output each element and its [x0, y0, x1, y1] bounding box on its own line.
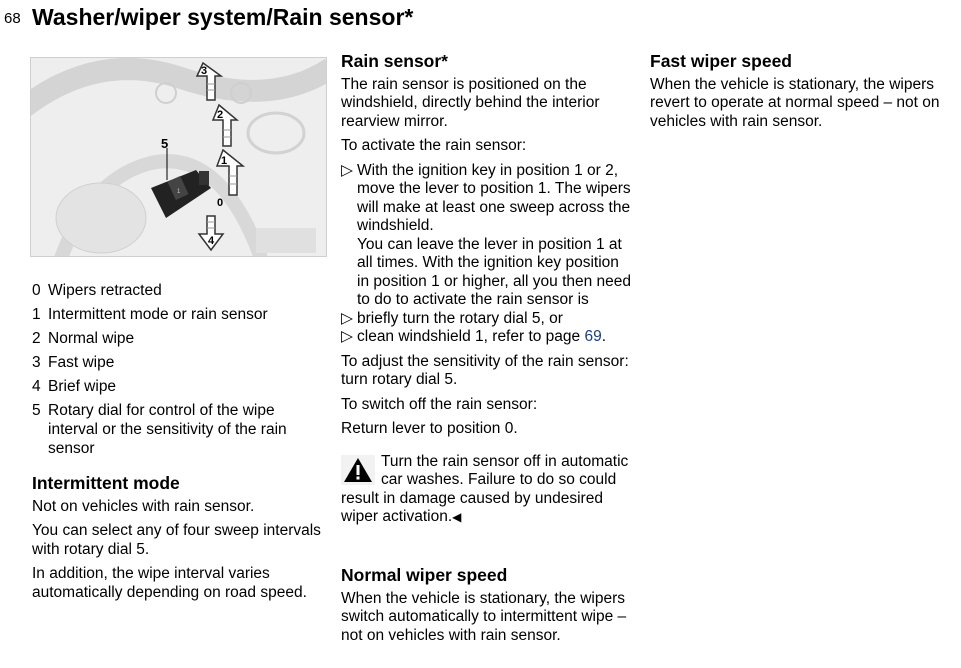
figure-legend: [32, 281, 322, 463]
page-number: 68: [4, 10, 21, 27]
callout-5: 5: [161, 136, 169, 151]
legend-item: 2 Normal wipe: [32, 330, 135, 347]
paragraph: When the vehicle is stationary, the wipers revert to operate at normal speed – not on vehicles with rain sensor.: [650, 75, 940, 130]
legend-item: 5 Rotary dial for control of the wipe interval or the sensitivity of the rain sensor: [32, 402, 287, 457]
page-link[interactable]: 69: [584, 328, 602, 345]
paragraph: You can select any of four sweep intervals with rotary dial 5.: [32, 522, 321, 558]
bullet-item: ▷ clean windshield 1, refer to page 69.: [341, 328, 607, 345]
callout-3: 3: [201, 65, 208, 77]
section-heading: Rain sensor*: [341, 51, 448, 71]
section-rain-sensor: [341, 52, 635, 527]
paragraph: Return lever to position 0.: [341, 420, 518, 437]
callout-4: 4: [208, 235, 215, 247]
end-mark-icon: ◀: [452, 510, 462, 524]
bullet-item: ▷ briefly turn the rotary dial 5, or: [341, 309, 563, 327]
callout-0: 0: [217, 197, 224, 209]
section-heading: Normal wiper speed: [341, 565, 508, 585]
paragraph: To switch off the rain sensor:: [341, 395, 538, 413]
warning-note: Turn the rain sensor off in automatic car washes. Failure to do so could result in damage caused by undesired wiper activation.◀: [341, 452, 629, 525]
callout-1: 1: [221, 155, 228, 167]
paragraph: In addition, the wipe interval varies automatically depending on road speed.: [32, 565, 307, 601]
section-fast-wiper-speed: [650, 52, 945, 137]
legend-item: 1 Intermittent mode or rain sensor: [32, 306, 268, 323]
paragraph: To activate the rain sensor:: [341, 137, 527, 154]
wiper-lever-figure: [30, 57, 327, 257]
page-title: Washer/wiper system/Rain sensor*: [32, 4, 414, 30]
legend-item: 3 Fast wipe: [32, 354, 115, 371]
section-heading: Intermittent mode: [32, 473, 180, 493]
section-heading: Fast wiper speed: [650, 51, 792, 71]
legend-item: 4 Brief wipe: [32, 378, 117, 395]
paragraph: To adjust the sensitivity of the rain sensor: turn rotary dial 5.: [341, 352, 629, 388]
svg-text:1: 1: [177, 189, 181, 195]
wiper-lever-illustration: [31, 58, 327, 257]
bullet-item: ▷ With the ignition key in position 1 or 2, move the lever to position 1. The wipers will make at least one sweep across the windshield. You can leave the lever in position 1 at all times. With the ignition key position in position 1 or higher, all you then need to do to activate the rain sensor is: [341, 161, 632, 308]
bullet-arrow-icon: ▷: [341, 309, 353, 327]
section-intermittent-mode: [32, 474, 327, 608]
bullet-arrow-icon: ▷: [341, 161, 353, 179]
paragraph: Not on vehicles with rain sensor.: [32, 497, 255, 515]
bullet-arrow-icon: ▷: [341, 328, 353, 345]
legend-item: 0 Wipers retracted: [32, 282, 162, 299]
callout-2: 2: [217, 109, 224, 121]
paragraph: When the vehicle is stationary, the wipers switch automatically to intermittent wipe – not on vehicles with rain sensor.: [341, 589, 627, 644]
paragraph: The rain sensor is positioned on the windshield, directly behind the interior rearview mirror.: [341, 75, 600, 130]
section-normal-wiper-speed: [341, 566, 635, 651]
warning-triangle-icon: [341, 455, 375, 485]
